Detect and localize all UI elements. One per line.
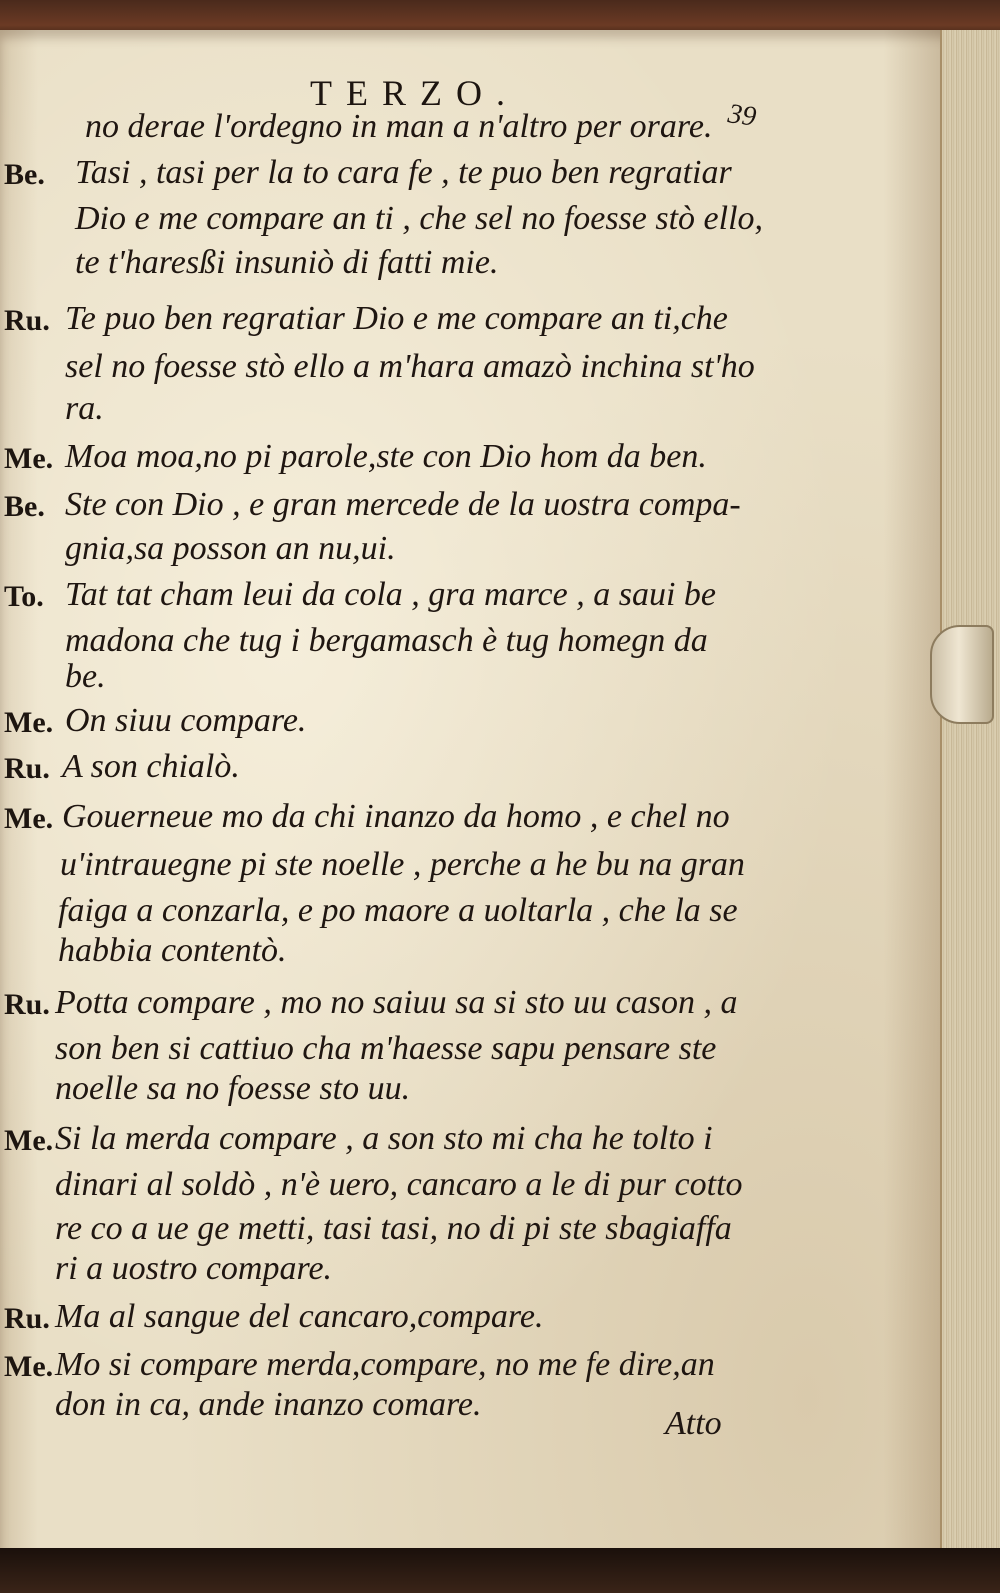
line-text: sel no foesse stò ello a m'hara amazò inchina st'ho	[65, 348, 755, 385]
line-text: Tat tat cham leui da cola , gra marce , a saui be	[65, 576, 716, 613]
text-line	[0, 1120, 940, 1168]
line-text: Ma al sangue del cancaro,compare.	[55, 1298, 544, 1335]
text-line	[0, 658, 940, 706]
dialogue-text	[0, 108, 940, 1528]
line-text: ri a uostro compare.	[55, 1250, 333, 1287]
line-text: ra.	[65, 390, 104, 427]
text-line	[0, 154, 940, 202]
text-line	[0, 1298, 940, 1346]
line-text: A son chialò.	[62, 748, 240, 785]
text-line	[0, 390, 940, 438]
line-text: Moa moa,no pi parole,ste con Dio hom da ben.	[65, 438, 707, 475]
text-line	[0, 348, 940, 396]
speaker-label: Be.	[4, 158, 45, 191]
line-text: dinari al soldò , n'è uero, cancaro a le di pur cotto	[55, 1166, 743, 1203]
line-text: faiga a conzarla, e po maore a uoltarla , che la se	[58, 892, 738, 929]
line-text: u'intrauegne pi ste noelle , perche a he bu na gran	[60, 846, 745, 883]
page-edges	[940, 30, 1000, 1550]
speaker-label: Ru.	[4, 752, 50, 785]
text-line	[0, 576, 940, 624]
text-line	[0, 244, 940, 292]
catchword: Atto	[665, 1405, 722, 1442]
book-binding-bottom	[0, 1548, 1000, 1593]
line-text: son ben si cattiuo cha m'haesse sapu pensare ste	[55, 1030, 717, 1067]
text-line	[0, 798, 940, 846]
text-line	[0, 846, 940, 894]
speaker-label: Me.	[4, 802, 54, 835]
page-number: 39	[726, 98, 759, 133]
text-line	[0, 1070, 940, 1118]
text-line	[0, 932, 940, 980]
line-text: Te puo ben regratiar Dio e me compare an ti,che	[65, 300, 728, 337]
text-line	[0, 530, 940, 578]
line-text: habbia contentò.	[58, 932, 287, 969]
line-text: Mo si compare merda,compare, no me fe dire,an	[55, 1346, 715, 1383]
line-text: be.	[65, 658, 106, 695]
text-line	[0, 1166, 940, 1214]
speaker-label: Ru.	[4, 988, 50, 1021]
text-line	[0, 984, 940, 1032]
line-text: Dio e me compare an ti , che sel no foesse stò ello,	[75, 200, 764, 237]
text-line	[0, 200, 940, 248]
line-text: Gouerneue mo da chi inanzo da homo , e chel no	[62, 798, 730, 835]
line-text: On siuu compare.	[65, 702, 307, 739]
speaker-label: To.	[4, 580, 44, 613]
running-title: TERZO.	[310, 73, 519, 113]
line-text: madona che tug i bergamasch è tug homegn da	[65, 622, 708, 659]
line-text: noelle sa no foesse sto uu.	[55, 1070, 411, 1107]
text-line	[0, 748, 940, 796]
line-text: don in ca, ande inanzo comare.	[55, 1386, 482, 1423]
speaker-label: Me.	[4, 442, 54, 475]
text-line	[0, 108, 940, 156]
text-line	[0, 486, 940, 534]
speaker-label: Me.	[4, 1124, 54, 1157]
text-line	[0, 1250, 940, 1298]
speaker-label: Ru.	[4, 1302, 50, 1335]
line-text: Ste con Dio , e gran mercede de la uostra compa-	[65, 486, 741, 523]
text-line	[0, 300, 940, 348]
speaker-label: Me.	[4, 706, 54, 739]
speaker-label: Ru.	[4, 304, 50, 337]
line-text: re co a ue ge metti, tasi tasi, no di pi ste sbagiaffa	[55, 1210, 732, 1247]
text-line	[0, 702, 940, 750]
text-line	[0, 438, 940, 486]
line-text: Si la merda compare , a son sto mi cha he tolto i	[55, 1120, 713, 1157]
text-line	[0, 1386, 940, 1434]
line-text: Tasi , tasi per la to cara fe , te puo ben regratiar	[75, 154, 732, 191]
line-text: Potta compare , mo no saiuu sa si sto uu cason , a	[55, 984, 738, 1021]
line-text: te t'haresßi insuniò di fatti mie.	[75, 244, 499, 281]
speaker-label: Be.	[4, 490, 45, 523]
speaker-label: Me.	[4, 1350, 54, 1383]
line-text: no derae l'ordegno in man a n'altro per orare.	[85, 108, 713, 145]
line-text: gnia,sa posson an nu,ui.	[65, 530, 396, 567]
